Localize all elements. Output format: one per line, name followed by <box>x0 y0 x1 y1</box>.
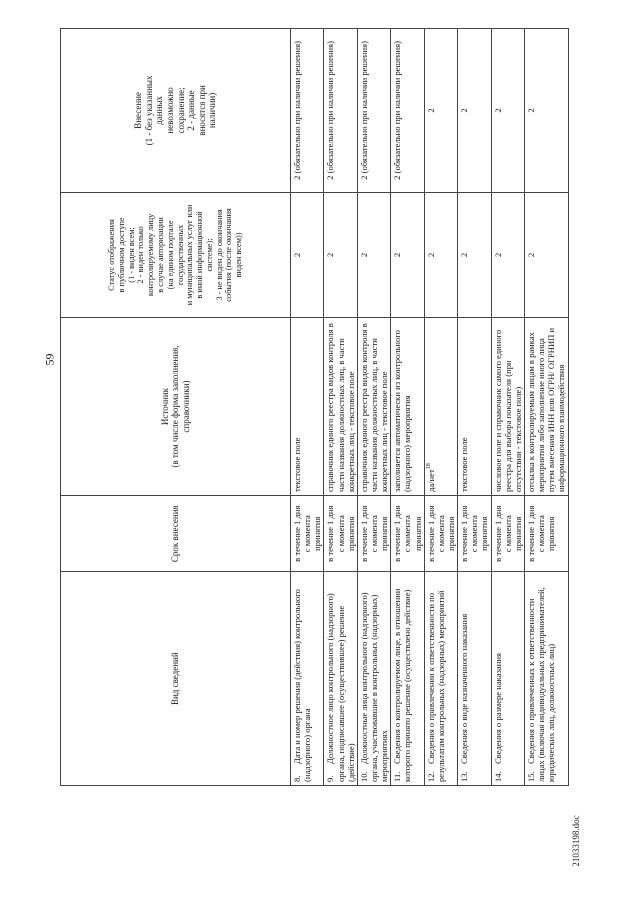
cell-vnesenie: 2 (обязательно при наличии решения) <box>291 29 324 193</box>
cell-istochnik <box>291 318 324 496</box>
rotated-table-wrapper <box>60 28 567 786</box>
cell-vnesenie: 2 (обязательно при наличии решения) <box>324 29 357 193</box>
cell-vnesenie: 2 <box>524 29 568 193</box>
cell-srok: в течение 1 дня с момента принятия <box>491 496 524 572</box>
cell-status: 2 <box>391 192 424 317</box>
table-row <box>524 29 568 786</box>
cell-vnesenie: 2 <box>458 29 491 193</box>
cell-istochnik-text: числовое поле и справочник самого единого реестра для выбора показателя (при отсутствии - текстовое поле) <box>492 329 523 493</box>
cell-status: 2 <box>524 192 568 317</box>
cell-vid-text: Сведения о привлечении к ответственности по результатам контрольных (надзорных) мероприятий <box>425 590 446 782</box>
cell-status: 2 <box>458 192 491 317</box>
cell-srok: в течение 1 дня с момента принятия <box>391 496 424 572</box>
cell-vid-text: Должностные лица контрольного (надзорного) органа, участвовавшие в контрольных (надзорных) мероприятиях <box>358 592 390 782</box>
cell-vnesenie: 2 <box>491 29 524 193</box>
table-row <box>491 29 524 786</box>
table-row <box>391 29 424 786</box>
cell-istochnik-text: справочник единого реестра видов контроля в части названия должностных лиц, в части конкретных лиц - текстовое поле <box>358 323 390 493</box>
cell-istochnik-text: заполняется автоматически из контрольного (надзорного) мероприятия <box>392 330 413 493</box>
cell-vid <box>324 572 357 786</box>
cell-vid <box>391 572 424 786</box>
cell-istochnik <box>391 318 424 496</box>
cell-istochnik <box>458 318 491 496</box>
footnote-ref: 18 <box>425 463 432 470</box>
table-row <box>357 29 390 786</box>
cell-status: 2 <box>324 192 357 317</box>
cell-istochnik <box>324 318 357 496</box>
cell-vid <box>458 572 491 786</box>
cell-vid <box>491 572 524 786</box>
cell-vid-text: Сведения о привлеченных к ответственности лицах (включая индивидуальных предпринимателей, юридических лиц, должностных лиц) <box>525 587 557 782</box>
cell-istochnik <box>424 318 457 496</box>
footer-filename-box <box>565 796 587 886</box>
row-number: 13. <box>459 771 470 782</box>
row-number: 12. <box>425 771 436 782</box>
cell-srok: в течение 1 дня с момента принятия <box>424 496 457 572</box>
cell-vid <box>357 572 390 786</box>
cell-srok: в течение 1 дня с момента принятия <box>291 496 324 572</box>
cell-istochnik-text: текстовое поле <box>292 437 302 493</box>
cell-istochnik-text: отсылка к контролируемым лицам в рамках мероприятия либо заполнение иного лица путем внесения ИНН или ОГРН/ ОГРНИП и информационного взаимодействия <box>525 327 567 493</box>
cell-istochnik-text: да/нет <box>425 469 436 493</box>
cell-istochnik <box>357 318 390 496</box>
cell-istochnik <box>524 318 568 496</box>
page-number: 59 <box>42 353 57 366</box>
header-srok: Срок внесения <box>61 496 291 572</box>
row-number: 15. <box>525 771 536 782</box>
table-header-row <box>61 29 291 786</box>
table-row <box>291 29 324 786</box>
header-istochnik: Источник (в том числе форма заполнения, справочники) <box>61 318 291 496</box>
cell-vid <box>424 572 457 786</box>
cell-vnesenie: 2 <box>424 29 457 193</box>
cell-vid-text: Должностное лицо контрольного (надзорного) органа, подписавшее (осуществившее) решение (действие) <box>325 593 356 782</box>
cell-vnesenie: 2 (обязательно при наличии решения) <box>357 29 390 193</box>
table-row <box>458 29 491 786</box>
cell-srok: в течение 1 дня с момента принятия <box>357 496 390 572</box>
footer-filename: 21033198.doc <box>571 815 581 867</box>
cell-srok: в течение 1 дня с момента принятия <box>458 496 491 572</box>
cell-istochnik-text: справочник единого реестра видов контроля в части названия должностных лиц, в части конкретных лиц - текстовое поле <box>325 323 356 493</box>
cell-status: 2 <box>357 192 390 317</box>
cell-istochnik <box>491 318 524 496</box>
cell-status: 2 <box>491 192 524 317</box>
cell-status: 2 <box>424 192 457 317</box>
cell-vid-text: Сведения о виде назначенного наказания <box>459 613 470 764</box>
row-number: 8. <box>292 775 302 782</box>
cell-vid-text: Дата и номер решения (действия) контрольного (надзорного) органа <box>292 589 313 782</box>
row-number: 9. <box>325 775 336 782</box>
row-number: 10. <box>358 771 369 782</box>
row-number: 11. <box>392 771 403 782</box>
header-status: Статус отображения в публичном доступе (1 - виден всем; 2 - виден только контролируемому лицу в случае авторизации (на едином портале государственных и муниципальных услуг или в иной информационной системе); 3 - не виден до окончания события (после окончания виден всем)) <box>61 192 291 317</box>
cell-vid <box>524 572 568 786</box>
cell-vid <box>291 572 324 786</box>
cell-srok: в течение 1 дня с момента принятия <box>524 496 568 572</box>
row-number: 14. <box>492 771 503 782</box>
table-row <box>324 29 357 786</box>
cell-istochnik-text: текстовое поле <box>459 437 470 493</box>
cell-status: 2 <box>291 192 324 317</box>
data-table <box>60 28 569 786</box>
cell-vid-text: Сведения о контролируемом лице, в отношении которого принято решение (осуществлено действие) <box>392 588 413 782</box>
cell-vnesenie: 2 (обязательно при наличии решения) <box>391 29 424 193</box>
cell-srok: в течение 1 дня с момента принятия <box>324 496 357 572</box>
header-vnesenie: Внесение (1 - без указанных данных невозможно сохранение; 2 - данные вносятся при наличии) <box>61 29 291 193</box>
cell-vid-text: Сведения о размере наказания <box>492 653 503 764</box>
table-row <box>424 29 457 786</box>
header-vid: Вид сведений <box>61 572 291 786</box>
